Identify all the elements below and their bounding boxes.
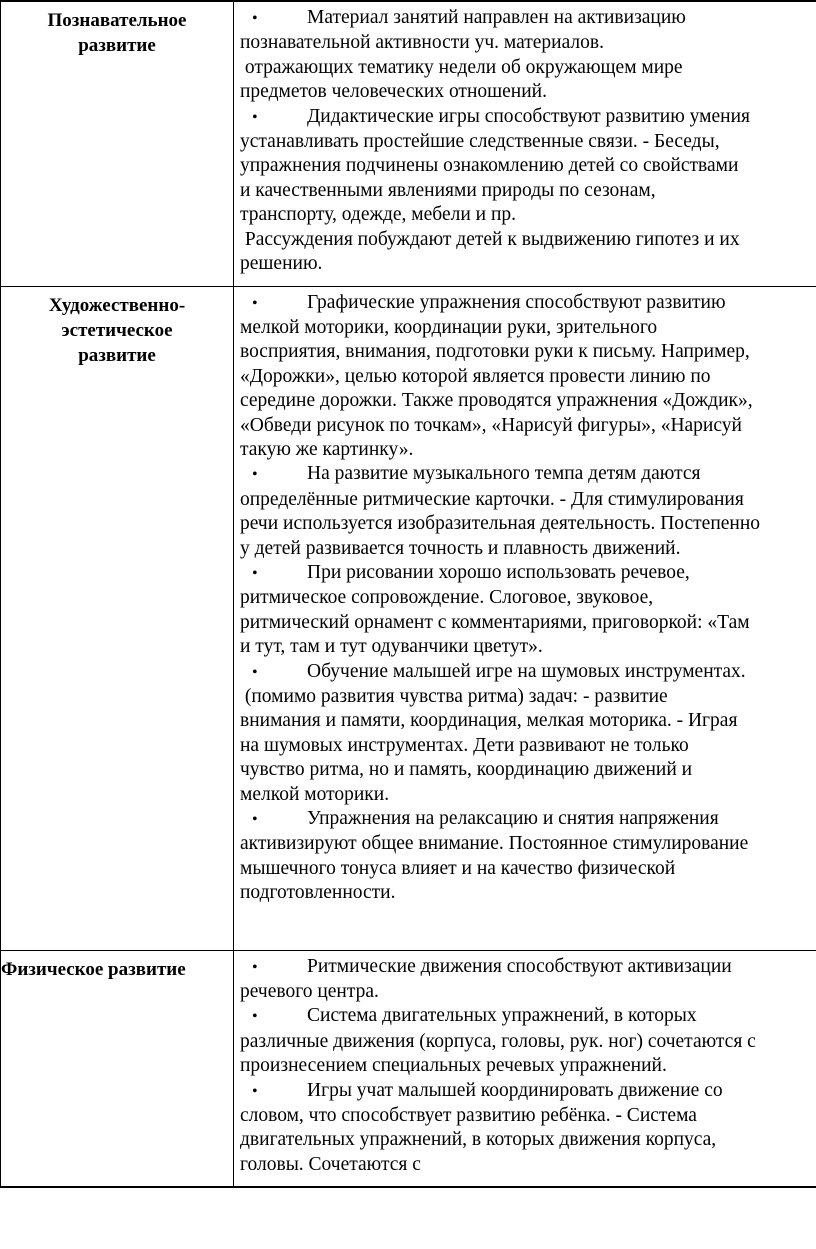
text-line: [240, 228, 816, 252]
section-content: [234, 287, 816, 906]
bullet-item: [240, 955, 816, 980]
section-title-line: Художественно-: [48, 294, 186, 316]
bullet-icon: •: [252, 108, 258, 126]
section-title: [1, 2, 233, 58]
line-text: транспорту, одежде, мебели и пр.: [240, 204, 517, 226]
row-content-cell: [234, 286, 816, 950]
text-line: [240, 1153, 816, 1177]
line-text: речи используется изобразительная деятельность. Постепенно: [240, 513, 761, 535]
line-text: Материал занятий направлен на активизацию: [307, 7, 686, 28]
line-text: мелкой моторики, координации руки, зрительного: [240, 316, 658, 338]
text-line: [240, 980, 816, 1004]
text-line: [240, 685, 816, 709]
text-line: [240, 340, 816, 364]
bullet-icon: •: [252, 564, 258, 582]
line-text: Графические упражнения способствуют развитию: [307, 291, 726, 313]
section-title-line: эстетическое: [61, 319, 173, 341]
text-line: [240, 252, 816, 276]
line-text: ритмический орнамент с комментариями, приговоркой: «Там: [240, 611, 750, 633]
section-title: [1, 951, 233, 982]
bullet-icon: •: [252, 663, 258, 681]
text-line: [240, 154, 816, 178]
line-text: отражающих тематику недели об окружающем мире: [240, 56, 683, 78]
section-title: [1, 287, 233, 368]
text-line: [240, 316, 816, 340]
line-text: подготовленности.: [240, 882, 396, 904]
bullet-item: [240, 561, 816, 586]
text-line: [240, 365, 816, 389]
line-text: Рассуждения побуждают детей к выдвижению гипотез и их: [240, 228, 740, 250]
line-text: и качественными явлениями природы по сезонам,: [240, 179, 656, 201]
line-text: на шумовых инструментах. Дети развивают не только: [240, 734, 689, 756]
bullet-icon: •: [252, 466, 258, 484]
text-line: [240, 1104, 816, 1128]
bullet-icon: •: [252, 294, 258, 312]
line-text: Ритмические движения способствуют активизации: [307, 955, 732, 977]
section-content: [234, 951, 816, 1178]
text-line: [240, 130, 816, 154]
line-text: чувство ритма, но и память, координацию движений и: [240, 759, 693, 781]
line-text: середине дорожки. Также проводятся упражнения «Дождик»,: [240, 390, 753, 412]
bullet-item: [240, 807, 816, 832]
line-text: ритмическое сопровождение. Слоговое, звуковое,: [240, 587, 654, 609]
bullet-item: [240, 105, 816, 130]
text-line: [240, 857, 816, 881]
bullet-icon: •: [252, 1082, 258, 1100]
table-row: [1, 286, 816, 950]
line-text: восприятия, внимания, подготовки руки к письму. Например,: [240, 341, 750, 363]
bullet-item: [240, 660, 816, 685]
bullet-item: [240, 291, 816, 316]
section-title-line: Познавательное: [47, 10, 187, 31]
bullet-icon: •: [252, 10, 258, 27]
text-line: [240, 1030, 816, 1054]
line-text: решению.: [240, 253, 323, 275]
text-line: [240, 179, 816, 203]
section-title-line: развитие: [78, 35, 156, 56]
section-title-line: Физическое развитие: [1, 958, 186, 980]
line-text: мелкой моторики.: [240, 783, 390, 805]
text-line: [240, 758, 816, 782]
line-text: предметов человеческих отношений.: [240, 81, 547, 103]
text-line: [240, 438, 816, 462]
line-text: двигательных упражнений, в которых движения корпуса,: [240, 1129, 717, 1151]
line-text: Игры учат малышей координировать движение со: [307, 1079, 723, 1101]
text-line: [240, 783, 816, 807]
bullet-icon: •: [252, 958, 258, 976]
line-text: упражнения подчинены ознакомлению детей со свойствами: [240, 155, 739, 177]
line-text: (помимо развития чувства ритма) задач: - развитие: [240, 686, 668, 707]
line-text: произнесением специальных речевых упражнений.: [240, 1055, 667, 1077]
table-row: [1, 950, 816, 1187]
bullet-item: [240, 1004, 816, 1029]
line-text: у детей развивается точность и плавность движений.: [240, 537, 681, 559]
text-line: [240, 488, 816, 512]
text-line: [240, 414, 816, 438]
line-text: Система двигательных упражнений, в которых: [307, 1005, 697, 1027]
line-text: При рисовании хорошо использовать речевое,: [307, 561, 690, 583]
line-text: «Дорожки», целью которой является провести линию по: [240, 365, 711, 387]
text-line: [240, 832, 816, 856]
text-line: [240, 709, 816, 733]
line-text: Упражнения на релаксацию и снятия напряжения: [307, 808, 719, 830]
line-text: мышечного тонуса влияет и на качество физической: [240, 857, 676, 879]
line-text: устанавливать простейшие следственные связи. - Беседы,: [240, 131, 720, 153]
text-line: [240, 635, 816, 659]
row-title-cell: [1, 286, 234, 950]
section-title-line: развитие: [78, 344, 156, 366]
line-text: головы. Сочетаются с: [240, 1153, 421, 1175]
row-title-cell: [1, 950, 234, 1187]
text-line: [240, 512, 816, 536]
text-line: [240, 1054, 816, 1078]
bullet-icon: •: [252, 811, 258, 829]
line-text: Обучение малышей игре на шумовых инструментах.: [307, 660, 746, 682]
bullet-item: [240, 1079, 816, 1104]
text-line: [240, 56, 816, 80]
table-row: [1, 1, 816, 286]
bullet-item: [240, 6, 816, 31]
line-text: внимания и памяти, координация, мелкая моторика. - Играя: [240, 710, 738, 732]
text-line: [240, 611, 816, 635]
line-text: и тут, там и тут одуванчики цветут».: [240, 636, 543, 658]
line-text: словом, что способствует развитию ребёнка. - Система: [240, 1104, 697, 1126]
row-content-cell: [234, 1, 816, 286]
line-text: активизируют общее внимание. Постоянное стимулирование: [240, 833, 749, 855]
row-content-cell: [234, 950, 816, 1187]
line-text: Дидактические игры способствуют развитию умения: [307, 105, 750, 127]
line-text: такую же картинку».: [240, 438, 414, 460]
bullet-item: [240, 462, 816, 487]
row-title-cell: [1, 1, 234, 286]
text-line: [240, 1128, 816, 1152]
line-text: речевого центра.: [240, 980, 379, 1002]
text-line: [240, 537, 816, 561]
text-line: [240, 734, 816, 758]
text-line: [240, 203, 816, 227]
text-line: [240, 586, 816, 610]
text-line: [240, 31, 816, 55]
section-content: [234, 2, 816, 276]
line-text: На развитие музыкального темпа детям даются: [307, 463, 701, 485]
text-line: [240, 389, 816, 413]
text-line: [240, 80, 816, 104]
line-text: определённые ритмические карточки. - Для стимулирования: [240, 488, 744, 510]
line-text: различные движения (корпуса, головы, рук. ног) сочетаются с: [240, 1030, 756, 1052]
line-text: познавательной активности уч. материалов.: [240, 32, 604, 54]
bullet-icon: •: [252, 1008, 258, 1026]
line-text: «Обведи рисунок по точкам», «Нарисуй фигуры», «Нарисуй: [240, 414, 742, 436]
text-line: [240, 881, 816, 905]
